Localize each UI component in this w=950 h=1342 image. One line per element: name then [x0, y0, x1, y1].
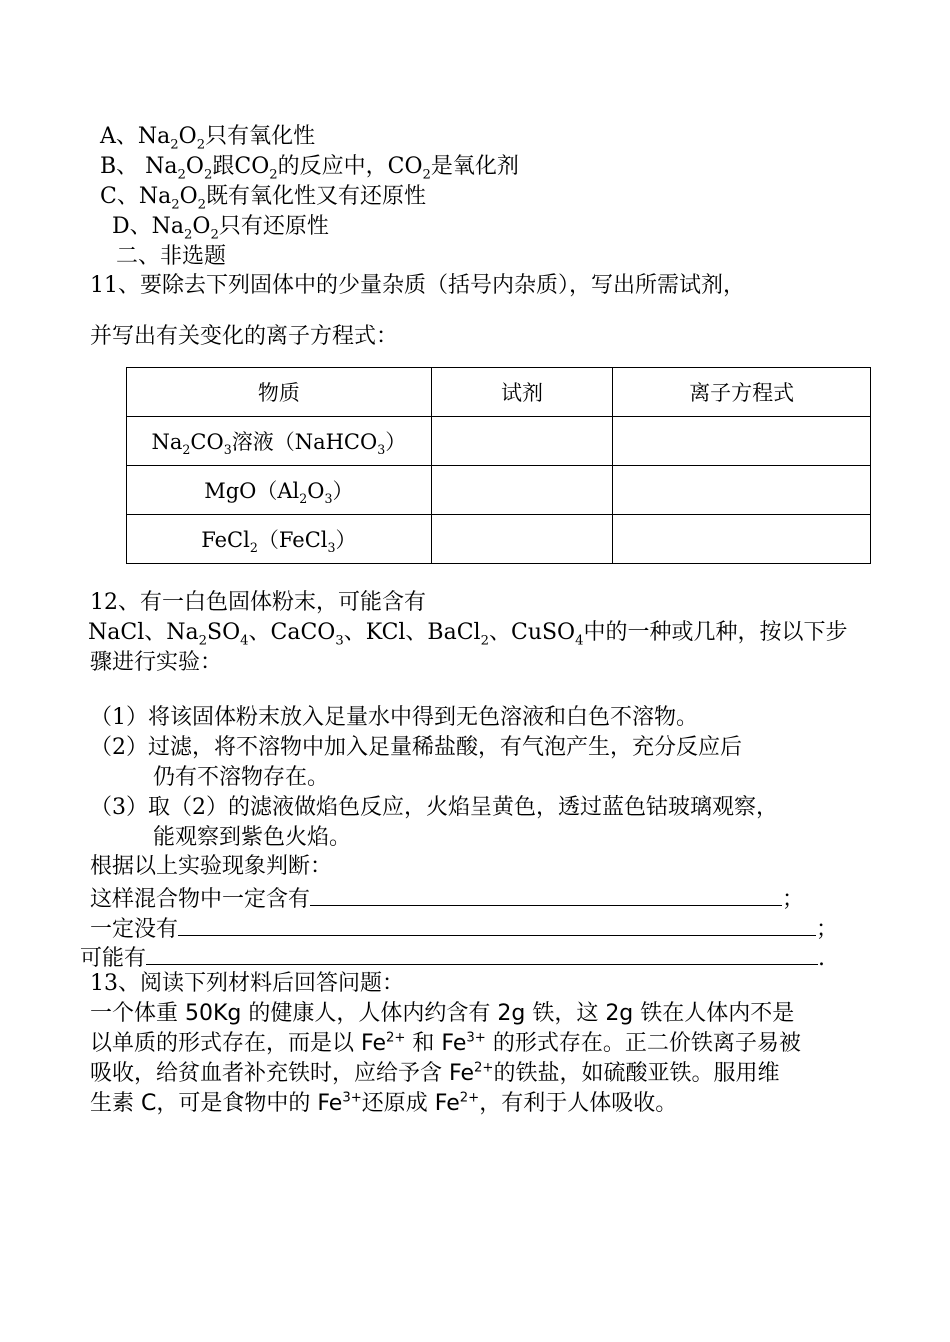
substance-cell: FeCl$_2$（FeCl$_3$） [127, 515, 432, 564]
reagent-cell[interactable] [431, 417, 613, 466]
substance-cell: $Na_2CO_3$溶液（NaHCO$_3$） [127, 417, 432, 466]
substance-cell: $MgO(Al_2O_3)$ [127, 466, 432, 515]
q12-step2b: 仍有不溶物存在。 [153, 765, 330, 790]
table-header-row [127, 368, 871, 417]
section-title: 二、非选题 [116, 244, 227, 269]
option-c: C、$Na_2O_2$既有氧化性又有还原性 [100, 184, 427, 213]
must-contain-blank[interactable] [310, 883, 782, 906]
q12-step2a: （2）过滤，将不溶物中加入足量稀盐酸，有气泡产生，充分反应后 [90, 735, 742, 760]
may-contain-row: 可能有 . [80, 942, 825, 973]
q13-title: 13、阅读下列材料后回答问题： [90, 971, 404, 996]
header-substance: 物质 [127, 368, 432, 417]
reagent-cell[interactable] [431, 515, 613, 564]
q13-line2: 以单质的形式存在，而是以 $Fe^{2+}$ 和 $Fe^{3+}$ 的形式存在。正二价铁离子易被 [90, 1030, 801, 1056]
must-not-label: 一定没有 [90, 917, 179, 942]
reagent-cell[interactable] [431, 466, 613, 515]
q13-line4: 生素 C，可是食物中的 $Fe^{3+}$还原成 $Fe^{2+}$，有利于人体吸收。 [90, 1090, 678, 1116]
q12-line3: 骤进行实验： [90, 650, 223, 675]
table-row [127, 515, 871, 564]
equation-cell[interactable] [613, 515, 871, 564]
table-row [127, 417, 871, 466]
must-not-blank[interactable] [178, 913, 816, 936]
table-row [127, 466, 871, 515]
q11-line2: 并写出有关变化的离子方程式： [90, 324, 399, 349]
q13-line1: 一个体重 50Kg 的健康人，人体内约含有 2g 铁，这 2g 铁在人体内不是 [90, 1001, 795, 1026]
q13-line3: 吸收，给贫血者补充铁时，应给予含 $Fe^{2+}$的铁盐，如硫酸亚铁。服用维 [90, 1060, 780, 1086]
header-ionic-equation: 离子方程式 [613, 368, 871, 417]
may-contain-label: 可能有 [80, 946, 147, 971]
must-contain-label: 这样混合物中一定含有 [90, 887, 311, 912]
q12-step3a: （3）取（2）的滤液做焰色反应，火焰呈黄色，透过蓝色钴玻璃观察， [90, 795, 778, 820]
q12-step3b: 能观察到紫色火焰。 [153, 825, 352, 850]
option-d: D、$Na_2O_2$只有还原性 [112, 214, 329, 243]
reagent-table [126, 367, 871, 564]
equation-cell[interactable] [613, 466, 871, 515]
header-reagent: 试剂 [431, 368, 613, 417]
q12-line2: NaCl、$Na_2SO_4$、CaCO$_3$、KCl、BaCl$_2$、CuSO$_4$中的一种或几种，按以下步 [88, 620, 848, 649]
q11-line1: 11、要除去下列固体中的少量杂质（括号内杂质），写出所需试剂， [90, 273, 745, 298]
must-not-row: 一定没有 ； [90, 913, 838, 944]
option-a: A、$Na_2O_2$只有氧化性 [100, 124, 316, 153]
must-contain-row: 这样混合物中一定含有 ； [90, 883, 804, 914]
option-b: B、 $Na_2O_2$跟$CO_2$的反应中，$CO_2$是氧化剂 [100, 154, 519, 183]
equation-cell[interactable] [613, 417, 871, 466]
q12-line1: 12、有一白色固体粉末，可能含有 [90, 590, 426, 615]
q12-step1: （1）将该固体粉末放入足量水中得到无色溶液和白色不溶物。 [90, 705, 698, 730]
q12-judge: 根据以上实验现象判断： [90, 854, 333, 879]
may-contain-blank[interactable] [146, 942, 818, 965]
